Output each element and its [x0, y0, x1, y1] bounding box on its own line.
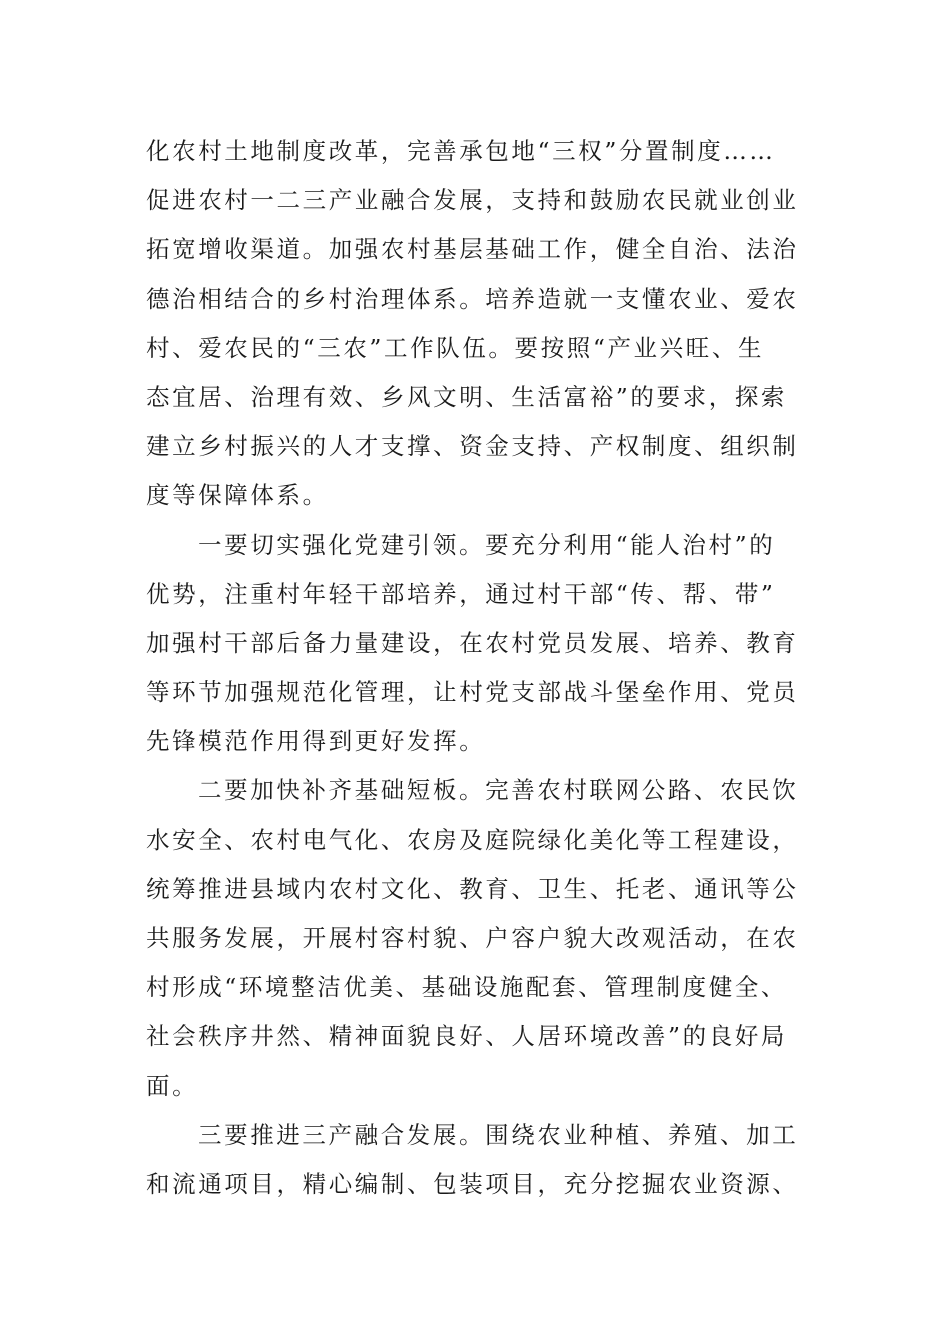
paragraph-2-first-line: 二要加快补齐基础短板。完善农村联网公路、农民饮	[198, 776, 799, 805]
text-line: 态宜居、治理有效、乡风文明、生活富裕”的要求，探索	[146, 382, 788, 411]
text-line: 化农村土地制度改革，完善承包地“三权”分置制度……	[146, 137, 776, 165]
text-line: 加强村干部后备力量建设，在农村党员发展、培养、教育	[146, 628, 799, 657]
text-line: 建立乡村振兴的人才支撑、资金支持、产权制度、组织制	[146, 432, 799, 461]
text-line: 优势，注重村年轻干部培养，通过村干部“传、帮、带”	[146, 579, 776, 608]
text-line: 先锋模范作用得到更好发挥。	[146, 727, 486, 756]
text-line: 村形成“环境整洁优美、基础设施配套、管理制度健全、	[146, 973, 788, 1002]
text-line: 社会秩序井然、精神面貌良好、人居环境改善”的良好局	[146, 1022, 788, 1051]
text-line: 面。	[146, 1071, 199, 1100]
text-line: 拓宽增收渠道。加强农村基层基础工作，健全自治、法治	[146, 235, 799, 264]
text-line: 水安全、农村电气化、农房及庭院绿化美化等工程建设，	[146, 825, 799, 854]
text-line: 德治相结合的乡村治理体系。培养造就一支懂农业、爱农	[146, 284, 799, 313]
text-line: 等环节加强规范化管理，让村党支部战斗堡垒作用、党员	[146, 678, 799, 707]
paragraph-1-first-line: 一要切实强化党建引领。要充分利用“能人治村”的	[198, 530, 776, 559]
text-line: 促进农村一二三产业融合发展，支持和鼓励农民就业创业	[146, 186, 799, 215]
text-line: 和流通项目，精心编制、包装项目，充分挖掘农业资源、	[146, 1169, 799, 1198]
paragraph-3-first-line: 三要推进三产融合发展。围绕农业种植、养殖、加工	[198, 1120, 799, 1149]
text-line: 统筹推进县域内农村文化、教育、卫生、托老、通讯等公	[146, 874, 799, 903]
text-line: 度等保障体系。	[146, 481, 329, 510]
text-line: 村、爱农民的“三农”工作队伍。要按照“产业兴旺、生	[146, 333, 765, 362]
document-body	[146, 127, 806, 1209]
text-line: 共服务发展，开展村容村貌、户容户貌大改观活动，在农	[146, 924, 799, 952]
